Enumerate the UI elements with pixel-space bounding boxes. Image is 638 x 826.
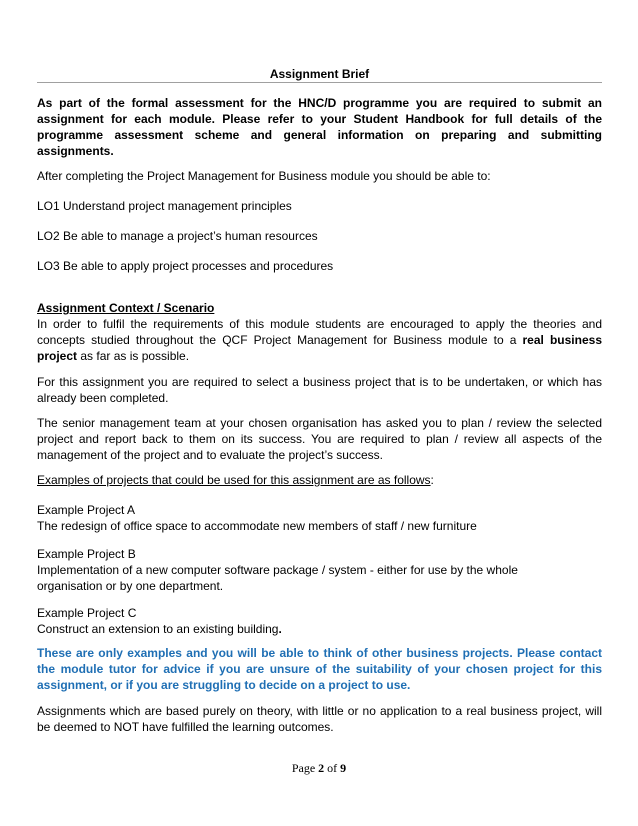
example-c-title: Example Project C	[37, 606, 137, 620]
example-b-title: Example Project B	[37, 547, 136, 561]
title-divider	[37, 82, 602, 83]
select-project-paragraph: For this assignment you are required to select a business project that is to be undertaken, or which has already been completed.	[37, 375, 602, 405]
footer-page-number: 2	[318, 761, 325, 775]
example-a-text: The redesign of office space to accommodate new members of staff / new furniture	[37, 519, 477, 533]
examples-heading: Examples of projects that could be used for this assignment are as follows	[37, 473, 431, 487]
examples-intro	[37, 472, 602, 488]
footer-page-total: 9	[340, 761, 347, 775]
context-paragraph	[37, 316, 602, 364]
page-footer	[0, 761, 638, 776]
learning-outcome-1: LO1 Understand project management principles	[37, 199, 292, 213]
context-text-b: as far as is possible.	[77, 349, 190, 363]
intro-paragraph: As part of the formal assessment for the HNC/D programme you are required to submit an assignment for each module. Please refer to your Student Handbook for full details of the programme assessment scheme and general information on preparing and submitting assignments.	[37, 96, 602, 158]
after-completing-text: After completing the Project Management for Business module you should be able to:	[37, 169, 491, 183]
footer-of-word: of	[324, 761, 341, 775]
example-c-text: Construct an extension to an existing building	[37, 622, 279, 636]
footer-page-word: Page	[291, 761, 319, 775]
learning-outcome-2: LO2 Be able to manage a project’s human resources	[37, 229, 318, 243]
example-a-title: Example Project A	[37, 503, 136, 517]
page-title: Assignment Brief	[269, 67, 370, 81]
example-c-line	[37, 621, 602, 637]
context-heading: Assignment Context / Scenario	[37, 301, 215, 315]
learning-outcome-3: LO3 Be able to apply project processes and procedures	[37, 259, 334, 273]
example-b-text: Implementation of a new computer software package / system - either for use by the whole organisation or by one department.	[37, 563, 518, 593]
senior-management-paragraph: The senior management team at your chosen organisation has asked you to plan / review the selected project and report back to them on its success. You are required to plan / review all aspects of the management of the project and to evaluate the project’s success.	[37, 416, 602, 462]
context-text-a: In order to fulfil the requirements of this module students are encouraged to apply the theories and concepts studied throughout the QCF Project Management for Business module to a	[37, 317, 602, 347]
context-text-bold: real business project	[37, 333, 602, 363]
example-c-period: .	[278, 622, 282, 636]
only-examples-notice: These are only examples and you will be able to think of other business projects. Please contact the module tutor for advice if you are unsure of the suitability of your chosen project for this assignment, or if you are struggling to decide on a project to use.	[37, 646, 602, 692]
theory-warning-paragraph: Assignments which are based purely on theory, with little or no application to a real business project, will be deemed to NOT have fulfilled the learning outcomes.	[37, 704, 602, 734]
examples-colon: :	[430, 473, 434, 487]
